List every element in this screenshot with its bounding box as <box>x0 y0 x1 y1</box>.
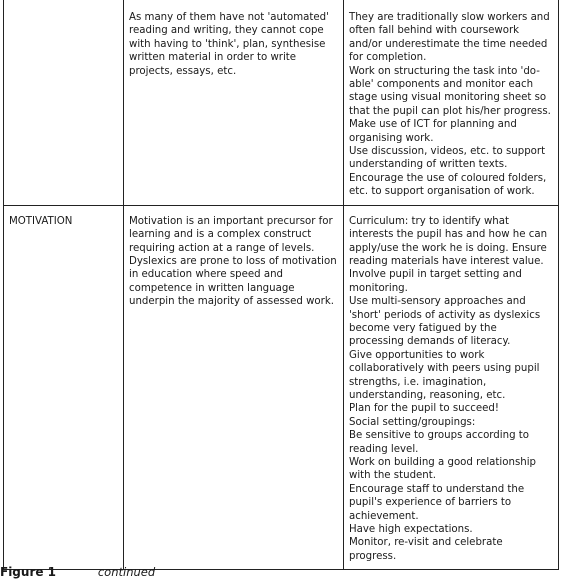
description-text: As many of them have not 'automated' reading and writing, they cannot cope with having to 'think', plan, synthesise written material in order to write projects, essays, etc. <box>129 12 329 77</box>
strategy-item: Plan for the pupil to succeed! <box>349 403 499 415</box>
strategy-item: Encourage the use of coloured folders, etc. to support organisation of work. <box>349 172 547 198</box>
strategies-table <box>3 0 559 570</box>
strategy-item: Work on structuring the task into 'do-able' components and monitor each stage using visual monitoring sheet so that the pupil can plot his/her progress. <box>349 65 551 117</box>
table-row <box>4 0 559 205</box>
category-cell <box>4 0 124 205</box>
strategy-item: Involve pupil in target setting and monitoring. <box>349 269 522 294</box>
description-cell <box>124 0 344 205</box>
strategy-item: Use multi-sensory approaches and 'short' periods of activity as dyslexics become very fatigued by the processing demands of literacy. <box>349 296 541 348</box>
category-cell <box>4 205 124 570</box>
strategy-item: Social setting/groupings: <box>349 416 476 428</box>
strategy-item: Have high expectations. <box>349 524 473 536</box>
description-cell <box>124 205 344 570</box>
strategy-item: Be sensitive to groups according to reading level. <box>349 430 529 455</box>
strategy-item: Monitor, re-visit and celebrate progress. <box>349 537 503 562</box>
strategies-cell <box>344 0 559 205</box>
category-label: MOTIVATION <box>9 215 73 227</box>
strategy-item: Work on building a good relationship with the student. <box>349 457 537 482</box>
figure-continued-note: continued <box>97 565 156 579</box>
strategy-item: They are traditionally slow workers and often fall behind with coursework and/or underestimate the time needed for completion. <box>349 12 550 64</box>
strategy-item: Give opportunities to work collaboratively with peers using pupil strengths, i.e. imagination, understanding, reasoning, etc. <box>349 349 540 401</box>
figure-caption <box>0 565 155 579</box>
strategy-item: Curriculum: try to identify what interests the pupil has and how he can apply/use the work he is doing. Ensure reading materials have interest value. <box>349 215 548 267</box>
strategy-item: Make use of ICT for planning and organising work. <box>349 119 517 144</box>
table-row <box>4 205 559 570</box>
strategies-cell <box>344 205 559 570</box>
strategy-item: Use discussion, videos, etc. to support understanding of written texts. <box>349 146 546 171</box>
description-text: Motivation is an important precursor for learning and is a complex construct requiring action at a range of levels. Dyslexics are prone to loss of motivation in education where speed and competence in written language underpin the majority of assessed work. <box>129 215 337 308</box>
figure-label: Figure 1 <box>0 565 57 579</box>
strategy-item: Encourage staff to understand the pupil's experience of barriers to achievement. <box>349 483 525 522</box>
